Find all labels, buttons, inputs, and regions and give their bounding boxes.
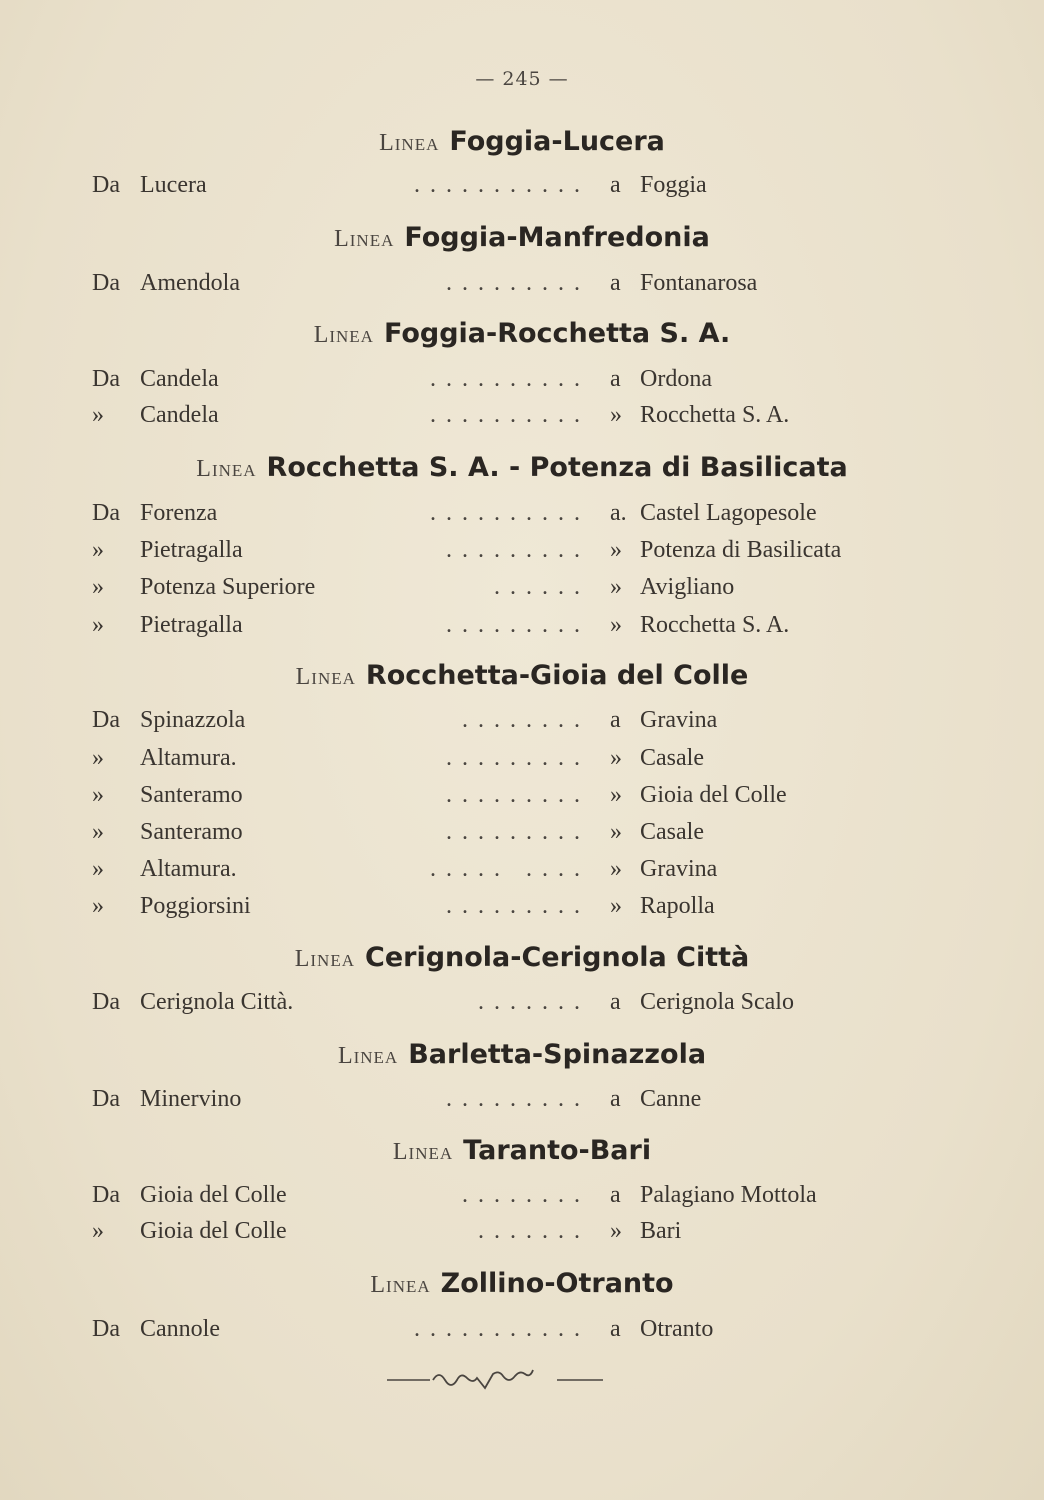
linea-label: Linea	[196, 456, 257, 482]
line-title: Barletta-Spinazzola	[408, 1039, 707, 1070]
section-heading	[0, 1039, 1044, 1070]
prefix: Da	[92, 1182, 120, 1208]
destination-mark: a	[610, 270, 621, 296]
route-row	[0, 1086, 1044, 1116]
destination: Gioia del Colle	[640, 782, 787, 808]
destination: Rocchetta S. A.	[640, 402, 790, 428]
section-heading	[0, 318, 1044, 349]
origin: Santeramo	[140, 819, 243, 845]
destination: Rocchetta S. A.	[640, 612, 790, 638]
leader-dots: ........	[462, 707, 590, 733]
leader-dots: ..........	[430, 402, 590, 428]
origin: Pietragalla	[140, 612, 243, 638]
origin: Cerignola Città.	[140, 989, 294, 1015]
origin: Poggiorsini	[140, 893, 251, 919]
leader-dots: .........	[446, 893, 590, 919]
section-heading	[0, 1135, 1044, 1166]
destination: Castel Lagopesole	[640, 500, 817, 526]
destination: Casale	[640, 745, 704, 771]
line-title: Rocchetta S. A. - Potenza di Basilicata	[266, 452, 848, 483]
destination: Ordona	[640, 366, 712, 392]
section-heading	[0, 126, 1044, 157]
prefix: »	[92, 574, 104, 600]
destination-mark: »	[610, 574, 622, 600]
route-row	[0, 989, 1044, 1019]
origin: Minervino	[140, 1086, 242, 1112]
leader-dots: .........	[446, 537, 590, 563]
origin: Cannole	[140, 1316, 220, 1342]
origin: Gioia del Colle	[140, 1182, 287, 1208]
origin: Santeramo	[140, 782, 243, 808]
linea-label: Linea	[294, 946, 355, 972]
origin: Potenza Superiore	[140, 574, 316, 600]
origin: Altamura.	[140, 856, 237, 882]
linea-label: Linea	[337, 1043, 399, 1069]
leader-dots: .........	[446, 745, 590, 771]
prefix: »	[92, 1218, 104, 1244]
linea-label: Linea	[370, 1272, 431, 1298]
prefix: »	[92, 856, 104, 882]
destination: Canne	[640, 1086, 702, 1112]
route-row	[0, 819, 1044, 849]
destination-mark: »	[610, 537, 622, 563]
destination-mark: a	[610, 366, 621, 392]
prefix: »	[92, 745, 104, 771]
route-row	[0, 612, 1044, 642]
destination: Palagiano Mottola	[640, 1182, 817, 1208]
origin: Altamura.	[140, 745, 237, 771]
destination: Cerignola Scalo	[640, 989, 794, 1015]
line-title: Rocchetta-Gioia del Colle	[365, 660, 749, 691]
prefix: Da	[92, 1316, 120, 1342]
route-row	[0, 1316, 1044, 1346]
section-heading	[0, 452, 1044, 483]
route-row	[0, 537, 1044, 567]
origin: Forenza	[140, 500, 218, 526]
destination-mark: a.	[610, 500, 627, 526]
section-heading	[0, 1268, 1044, 1299]
destination-mark: a	[610, 1316, 621, 1342]
route-row	[0, 402, 1044, 432]
linea-label: Linea	[313, 322, 374, 348]
route-row	[0, 856, 1044, 886]
leader-dots: .........	[446, 782, 590, 808]
leader-dots: ..........	[430, 366, 590, 392]
leader-dots: .........	[446, 270, 590, 296]
prefix: Da	[92, 270, 120, 296]
origin: Amendola	[140, 270, 240, 296]
destination-mark: a	[610, 1086, 621, 1112]
origin: Candela	[140, 366, 219, 392]
destination-mark: »	[610, 745, 622, 771]
leader-dots: ......	[494, 574, 590, 600]
destination: Bari	[640, 1218, 682, 1244]
destination-mark: a	[610, 1182, 621, 1208]
leader-dots: ..........	[430, 500, 590, 526]
leader-dots: .........	[446, 612, 590, 638]
line-title: Foggia-Manfredonia	[404, 222, 710, 253]
leader-dots: ........	[462, 1182, 590, 1208]
prefix: »	[92, 537, 104, 563]
line-title: Cerignola-Cerignola Città	[365, 942, 750, 973]
route-row	[0, 745, 1044, 775]
prefix: Da	[92, 707, 120, 733]
destination: Avigliano	[640, 574, 735, 600]
linea-label: Linea	[334, 226, 395, 252]
route-row	[0, 270, 1044, 300]
leader-dots: ..... ....	[430, 856, 590, 882]
destination: Gravina	[640, 856, 718, 882]
linea-label: Linea	[392, 1139, 454, 1165]
destination: Foggia	[640, 172, 707, 198]
section-heading	[0, 222, 1044, 253]
line-title: Taranto-Bari	[463, 1135, 652, 1166]
prefix: Da	[92, 1086, 120, 1112]
prefix: Da	[92, 172, 120, 198]
leader-dots: .......	[478, 1218, 590, 1244]
destination: Otranto	[640, 1316, 714, 1342]
leader-dots: .........	[446, 1086, 590, 1112]
destination-mark: »	[610, 819, 622, 845]
route-row	[0, 574, 1044, 604]
destination-mark: a	[610, 989, 621, 1015]
prefix: Da	[92, 500, 120, 526]
destination-mark: »	[610, 612, 622, 638]
destination-mark: »	[610, 856, 622, 882]
origin: Candela	[140, 402, 219, 428]
ornament-divider-icon	[385, 1360, 605, 1400]
prefix: Da	[92, 989, 120, 1015]
destination: Potenza di Basilicata	[640, 537, 842, 563]
destination: Casale	[640, 819, 704, 845]
route-row	[0, 782, 1044, 812]
section-heading	[0, 942, 1044, 973]
prefix: »	[92, 402, 104, 428]
leader-dots: ...........	[414, 172, 590, 198]
prefix: »	[92, 612, 104, 638]
origin: Gioia del Colle	[140, 1218, 287, 1244]
page-number: — 245 —	[475, 68, 569, 90]
origin: Lucera	[140, 172, 207, 198]
destination-mark: »	[610, 402, 622, 428]
line-title: Zollino-Otranto	[440, 1268, 674, 1299]
route-row	[0, 707, 1044, 737]
linea-label: Linea	[295, 664, 356, 690]
prefix: »	[92, 782, 104, 808]
destination-mark: »	[610, 893, 622, 919]
destination-mark: »	[610, 1218, 622, 1244]
route-row	[0, 1218, 1044, 1248]
destination: Gravina	[640, 707, 718, 733]
route-row	[0, 366, 1044, 396]
destination-mark: a	[610, 172, 621, 198]
line-title: Foggia-Rocchetta S. A.	[383, 318, 731, 349]
leader-dots: .........	[446, 819, 590, 845]
route-row	[0, 172, 1044, 202]
prefix: Da	[92, 366, 120, 392]
origin: Spinazzola	[140, 707, 246, 733]
route-row	[0, 500, 1044, 530]
leader-dots: .......	[478, 989, 590, 1015]
prefix: »	[92, 819, 104, 845]
destination: Rapolla	[640, 893, 715, 919]
prefix: »	[92, 893, 104, 919]
section-heading	[0, 660, 1044, 691]
route-row	[0, 1182, 1044, 1212]
route-row	[0, 893, 1044, 923]
destination: Fontanarosa	[640, 270, 758, 296]
destination-mark: a	[610, 707, 621, 733]
destination-mark: »	[610, 782, 622, 808]
linea-label: Linea	[379, 130, 440, 156]
origin: Pietragalla	[140, 537, 243, 563]
leader-dots: ...........	[414, 1316, 590, 1342]
line-title: Foggia-Lucera	[449, 126, 665, 157]
